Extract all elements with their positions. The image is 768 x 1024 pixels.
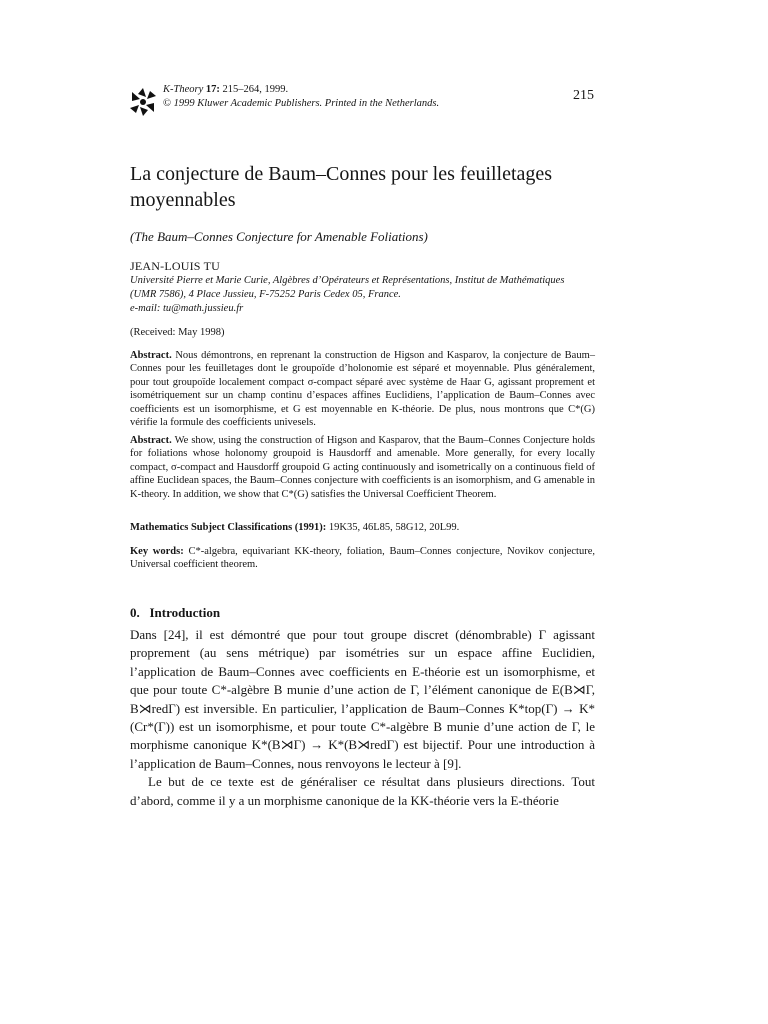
author-name: JEAN-LOUIS TU <box>130 259 221 273</box>
paper-subtitle: (The Baum–Connes Conjecture for Amenable Foliations) <box>130 229 428 244</box>
section-title: Introduction <box>149 605 221 620</box>
email-address[interactable]: tu@math.jussieu.fr <box>162 303 244 314</box>
msc-label: Mathematics Subject Classifications (1991): <box>130 522 327 533</box>
intro-paragraph: Le but de ce texte est de généraliser ce résultat dans plusieurs directions. Tout d’abord, comme il y a un morphisme canonique de la KK-théorie vers la E-théorie <box>130 774 595 808</box>
affiliation-text: Université Pierre et Marie Curie, Algèbres d’Opérateurs et Représentations, Institut de Mathématiques (UMR 7586), 4 Place Jussieu, F-75252 Paris Cedex 05, France. <box>130 275 565 300</box>
abstract-label: Abstract. <box>130 350 172 361</box>
section-heading <box>130 605 220 621</box>
copyright-text: 1999 Kluwer Academic Publishers. Printed in the Netherlands. <box>173 98 440 109</box>
intro-body <box>130 626 595 810</box>
affiliation <box>130 274 580 316</box>
kluwer-logo-icon <box>130 88 156 116</box>
intro-paragraph: Dans [24], il est démontré que pour tout groupe discret (dénombrable) Γ agissant proprement (au sens métrique) par isométries sur un espace affine Euclidien, l’application de Baum–Connes avec coefficients en E-théorie est un isomorphisme, et que pour toute C*-algèbre B munie d’une action de Γ, l’élément canonique de E(B⋊Γ, B⋊redΓ) est inversible. En particulier, l’application de Baum–Connes K*top(Γ) → K*(Cr*(Γ)) est un isomorphisme, et pour toute C*-algèbre B munie d’une action de Γ, le morphisme canonique K*(B⋊Γ) → K*(B⋊redΓ) est bijectif. Pour une introduction à l’application de Baum–Connes, nous renvoyons le lecteur à [9]. <box>130 627 595 771</box>
keywords <box>130 545 595 572</box>
journal-info <box>163 83 439 111</box>
copyright-symbol: © <box>163 98 171 109</box>
abstract-text: We show, using the construction of Higson and Kasparov, that the Baum–Connes Conjecture holds for foliations whose holonomy groupoid is Hausdorff and amenable. More generally, for every locally compact, σ-compact and Hausdorff groupoid G acting continuously and isometrically on a continuous field of affine Euclidean spaces, the Baum–Connes conjecture with coefficients is an isomorphism, and G amenable in K-theory. In addition, we show that C*(G) satisfies the Universal Coefficient Theorem. <box>130 435 596 500</box>
received-date: (Received: May 1998) <box>130 327 225 338</box>
msc-codes: 19K35, 46L85, 58G12, 20L99. <box>328 522 460 533</box>
subject-classification <box>130 521 595 534</box>
page-number: 215 <box>573 88 594 103</box>
abstract-text: Nous démontrons, en reprenant la construction de Higson and Kasparov, la conjecture de Baum–Connes pour les feuilletages dont le groupoïde d’holonomie est séparé et moyennable. Plus généralement, pour tout groupoïde localement compact σ-compact séparé avec système de Haar G, agissant proprement et isométriquement sur un champ continu d’espaces affines Euclidiens, l’application de Baum–Connes avec coefficients est un isomorphisme, et G est moyennable en K-théorie. De plus, nous montrons que C*(G) vérifie la formule des coefficients univesels. <box>130 350 595 429</box>
abstract-label: Abstract. <box>130 435 172 446</box>
section-number: 0. <box>130 605 140 620</box>
abstract-french <box>130 349 595 429</box>
paper-title: La conjecture de Baum–Connes pour les feuilletages moyennables <box>130 163 553 211</box>
journal-volume: 17: <box>205 84 220 95</box>
keywords-label: Key words: <box>130 546 184 557</box>
keywords-text: C*-algebra, equivariant KK-theory, foliation, Baum–Connes conjecture, Novikov conjecture, Universal coefficient theorem. <box>130 546 596 571</box>
journal-pages: 215–264, 1999. <box>222 84 289 95</box>
journal-name: K-Theory <box>163 84 204 95</box>
abstract-english <box>130 434 595 501</box>
email-label: e-mail: <box>130 303 161 314</box>
